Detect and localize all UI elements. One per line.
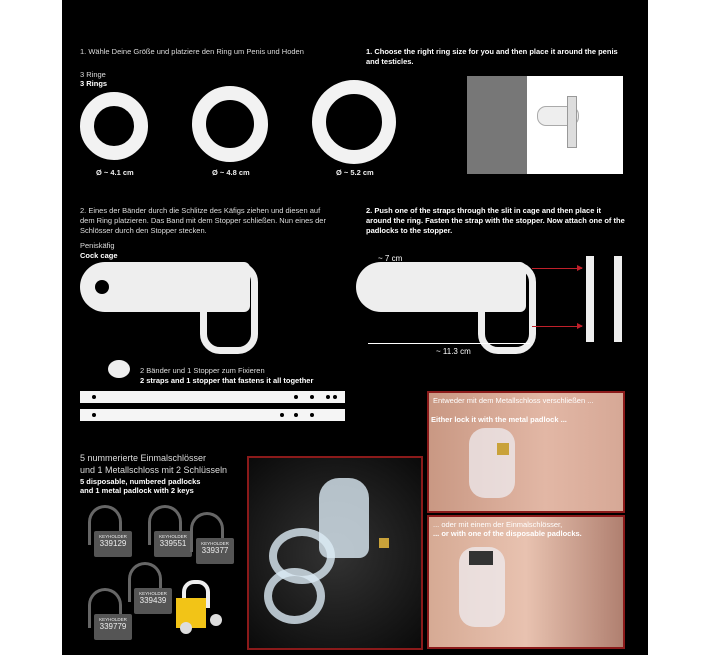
product-contents-photo <box>247 456 423 650</box>
disposable-padlock: KEYHOLDER 339377 <box>180 512 250 572</box>
photo2-text-de: ... oder mit einem der Einmalschlösser, <box>433 520 563 529</box>
padlock-number: 339551 <box>159 539 187 548</box>
straps-label-en: 2 straps and 1 stopper that fastens it all together <box>140 376 314 385</box>
ring-size-large: Ø ~ 5.2 cm <box>336 168 374 177</box>
length-line <box>368 343 530 344</box>
locks-label-de-1: 5 nummerierte Einmalschlösser <box>80 453 207 463</box>
padlock-number: 339439 <box>139 596 167 605</box>
ring-medium <box>192 86 268 162</box>
ring-size-medium: Ø ~ 4.8 cm <box>212 168 250 177</box>
disposable-padlock: KEYHOLDER 339439 <box>118 562 188 622</box>
padlock-number: 339377 <box>201 546 229 555</box>
metal-padlock-photo <box>427 391 625 513</box>
disposable-padlock: KEYHOLDER 339779 <box>78 588 148 648</box>
arrow-right-icon <box>532 326 582 327</box>
padlock-number: 339129 <box>99 539 127 548</box>
cage-label-de: Peniskäfig <box>80 241 115 250</box>
cage-hole <box>95 280 109 294</box>
padlock-number: 339779 <box>99 622 127 631</box>
step1-text-de: 1. Wähle Deine Größe und platziere den Ring um Penis und Hoden <box>80 47 304 56</box>
locks-label-de-2: und 1 Metallschloss mit 2 Schlüsseln <box>80 465 228 475</box>
key-icon <box>210 614 222 626</box>
cage-ring-right <box>478 262 536 354</box>
key-icon <box>180 622 192 634</box>
step2-text-en: 2. Push one of the straps through the slit in cage and then place it around the ring. Fasten the strap with the stopper. Now attach one of the padlocks to the stopper. <box>366 206 625 235</box>
step1-text-en: 1. Choose the right ring size for you and then place it around the penis and testicles. <box>366 47 618 66</box>
stopper <box>108 360 130 378</box>
ring-large <box>312 80 396 164</box>
cage-label-en: Cock cage <box>80 251 118 260</box>
step2-text-de: 2. Eines der Bänder durch die Schlitze des Käfigs ziehen und diesen auf dem Ring platzieren. Das Band mit dem Stopper schließen. Nun eines der Schlösser durch den Stopper stecken. <box>80 206 326 235</box>
photo2-text-en: ... or with one of the disposable padlocks. <box>433 529 582 538</box>
rings-label-en: 3 Rings <box>80 79 108 88</box>
disposable-padlock: KEYHOLDER 339551 <box>138 505 208 565</box>
photo1-text-de: Entweder mit dem Metallschloss verschließen ... <box>433 396 594 405</box>
strap-1 <box>80 391 345 403</box>
photo1-text-en: Either lock it with the metal padlock ... <box>431 415 567 424</box>
straps-label-de: 2 Bänder und 1 Stopper zum Fixieren <box>140 366 265 375</box>
locks-label-en-1: 5 disposable, numbered padlocks <box>80 477 201 486</box>
arrow-right-icon <box>532 268 582 269</box>
ring-size-small: Ø ~ 4.1 cm <box>96 168 134 177</box>
rings-label-de: 3 Ringe <box>80 70 106 79</box>
strap-2 <box>80 409 345 421</box>
dimension-width: ~ 7 cm <box>378 254 403 263</box>
ring-placement-illustration <box>467 76 623 174</box>
dimension-length: ~ 11.3 cm <box>436 347 471 356</box>
locks-label-en-2: and 1 metal padlock with 2 keys <box>80 486 194 495</box>
ring-side-view <box>586 256 622 342</box>
cage-ring <box>200 262 258 354</box>
ring-small <box>80 92 148 160</box>
disposable-padlock-photo <box>427 515 625 649</box>
disposable-padlock: KEYHOLDER 339129 <box>78 505 148 565</box>
